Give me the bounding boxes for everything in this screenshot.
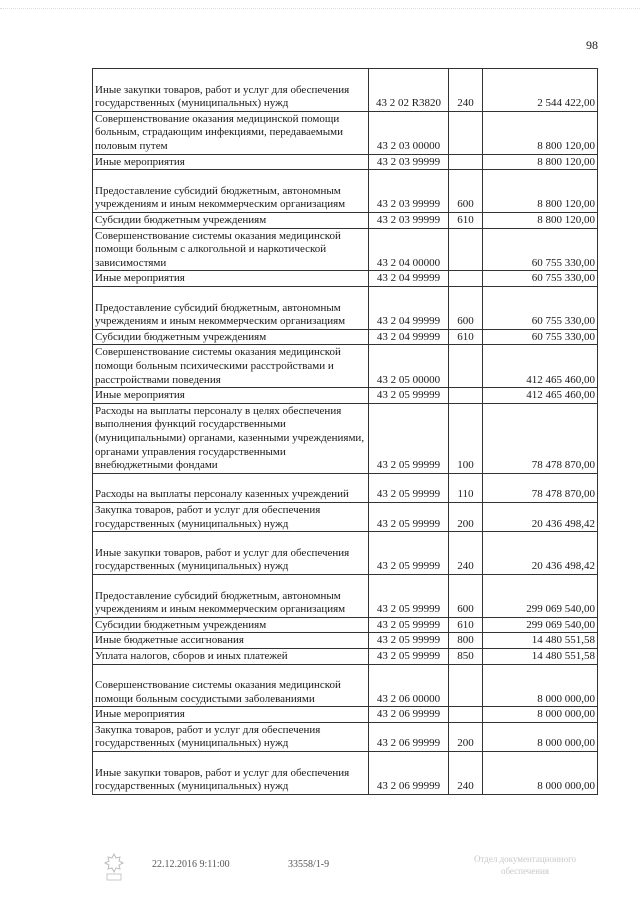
row-code: 43 2 04 99999 xyxy=(369,286,449,329)
row-name: Предоставление субсидий бюджетным, автономным учреждениям и иным некоммерческим организациям xyxy=(93,286,369,329)
row-name: Иные закупки товаров, работ и услуг для обеспечения государственных (муниципальных) нужд xyxy=(93,532,369,575)
row-name: Иные бюджетные ассигнования xyxy=(93,633,369,649)
row-name: Расходы на выплаты персоналу казенных учреждений xyxy=(93,473,369,502)
row-code: 43 2 05 99999 xyxy=(369,388,449,404)
table-row xyxy=(93,228,598,271)
row-code: 43 2 05 99999 xyxy=(369,648,449,664)
row-code: 43 2 06 00000 xyxy=(369,664,449,707)
row-expense-type: 200 xyxy=(449,722,483,751)
row-code: 43 2 02 R3820 xyxy=(369,69,449,112)
table-row xyxy=(93,532,598,575)
table-row xyxy=(93,633,598,649)
row-amount: 8 800 120,00 xyxy=(483,212,598,228)
row-name: Уплата налогов, сборов и иных платежей xyxy=(93,648,369,664)
row-name: Предоставление субсидий бюджетным, автономным учреждениям и иным некоммерческим организациям xyxy=(93,574,369,617)
row-code: 43 2 05 99999 xyxy=(369,617,449,633)
table-row xyxy=(93,664,598,707)
row-amount: 14 480 551,58 xyxy=(483,633,598,649)
row-amount: 8 800 120,00 xyxy=(483,154,598,170)
row-expense-type: 800 xyxy=(449,633,483,649)
row-expense-type: 240 xyxy=(449,69,483,112)
table-row xyxy=(93,111,598,154)
table-row xyxy=(93,154,598,170)
row-code: 43 2 04 99999 xyxy=(369,329,449,345)
row-name: Совершенствование оказания медицинской помощи больным, страдающим инфекциями, передаваемыми половым путем xyxy=(93,111,369,154)
row-amount: 8 000 000,00 xyxy=(483,722,598,751)
table-row xyxy=(93,574,598,617)
table-row xyxy=(93,473,598,502)
scan-top-edge xyxy=(0,0,640,9)
footer-doc-number: 33558/1-9 xyxy=(288,859,330,870)
row-amount: 412 465 460,00 xyxy=(483,345,598,388)
row-code: 43 2 05 99999 xyxy=(369,502,449,531)
row-amount: 60 755 330,00 xyxy=(483,228,598,271)
row-expense-type: 610 xyxy=(449,329,483,345)
row-expense-type: 850 xyxy=(449,648,483,664)
table-row xyxy=(93,286,598,329)
row-name: Совершенствование системы оказания медицинской помощи больным психическими расстройствами и расстройствами поведения xyxy=(93,345,369,388)
footer-date: 22.12.2016 9:11:00 xyxy=(152,859,230,870)
row-amount: 14 480 551,58 xyxy=(483,648,598,664)
row-code: 43 2 05 99999 xyxy=(369,403,449,473)
table-row xyxy=(93,648,598,664)
row-code: 43 2 05 99999 xyxy=(369,473,449,502)
row-code: 43 2 03 99999 xyxy=(369,212,449,228)
row-amount: 2 544 422,00 xyxy=(483,69,598,112)
row-name: Совершенствование системы оказания медицинской помощи больным сосудистыми заболеваниями xyxy=(93,664,369,707)
row-amount: 20 436 498,42 xyxy=(483,532,598,575)
row-expense-type xyxy=(449,154,483,170)
row-expense-type: 100 xyxy=(449,403,483,473)
row-expense-type: 610 xyxy=(449,617,483,633)
row-amount: 8 800 120,00 xyxy=(483,170,598,213)
row-expense-type: 600 xyxy=(449,170,483,213)
row-code: 43 2 04 00000 xyxy=(369,228,449,271)
row-expense-type: 240 xyxy=(449,532,483,575)
budget-table-body xyxy=(93,69,598,795)
row-code: 43 2 05 99999 xyxy=(369,633,449,649)
table-row xyxy=(93,403,598,473)
row-code: 43 2 05 99999 xyxy=(369,532,449,575)
row-name: Иные мероприятия xyxy=(93,271,369,287)
row-amount: 299 069 540,00 xyxy=(483,617,598,633)
row-expense-type xyxy=(449,345,483,388)
table-row xyxy=(93,69,598,112)
row-name: Иные мероприятия xyxy=(93,707,369,723)
row-expense-type xyxy=(449,271,483,287)
department-stamp: Отдел документационного обеспечения xyxy=(473,854,577,876)
row-code: 43 2 03 00000 xyxy=(369,111,449,154)
row-code: 43 2 05 99999 xyxy=(369,574,449,617)
row-amount: 8 000 000,00 xyxy=(483,752,598,795)
table-row xyxy=(93,271,598,287)
row-name: Закупка товаров, работ и услуг для обеспечения государственных (муниципальных) нужд xyxy=(93,502,369,531)
row-name: Иные закупки товаров, работ и услуг для обеспечения государственных (муниципальных) нужд xyxy=(93,752,369,795)
row-expense-type xyxy=(449,707,483,723)
table-row xyxy=(93,329,598,345)
table-row xyxy=(93,388,598,404)
row-amount: 60 755 330,00 xyxy=(483,286,598,329)
row-expense-type: 240 xyxy=(449,752,483,795)
row-expense-type xyxy=(449,111,483,154)
row-name: Предоставление субсидий бюджетным, автономным учреждениям и иным некоммерческим организациям xyxy=(93,170,369,213)
seal-icon xyxy=(101,852,127,882)
row-code: 43 2 03 99999 xyxy=(369,154,449,170)
table-row xyxy=(93,707,598,723)
row-amount: 78 478 870,00 xyxy=(483,403,598,473)
page-number: 98 xyxy=(586,38,598,52)
row-expense-type xyxy=(449,228,483,271)
row-expense-type xyxy=(449,388,483,404)
table-row xyxy=(93,502,598,531)
row-expense-type: 200 xyxy=(449,502,483,531)
row-name: Иные мероприятия xyxy=(93,388,369,404)
row-code: 43 2 06 99999 xyxy=(369,707,449,723)
row-name: Совершенствование системы оказания медицинской помощи больным с алкогольной и наркотической зависимостями xyxy=(93,228,369,271)
row-name: Закупка товаров, работ и услуг для обеспечения государственных (муниципальных) нужд xyxy=(93,722,369,751)
row-code: 43 2 04 99999 xyxy=(369,271,449,287)
row-amount: 299 069 540,00 xyxy=(483,574,598,617)
row-name: Расходы на выплаты персоналу в целях обеспечения выполнения функций государственными (муниципальными) органами, казенными учреждениями, органами управления государственными внебюджетными фондами xyxy=(93,403,369,473)
row-name: Иные закупки товаров, работ и услуг для обеспечения государственных (муниципальных) нужд xyxy=(93,69,369,112)
budget-table xyxy=(92,68,598,795)
row-amount: 60 755 330,00 xyxy=(483,271,598,287)
row-amount: 8 000 000,00 xyxy=(483,707,598,723)
row-name: Субсидии бюджетным учреждениям xyxy=(93,617,369,633)
row-name: Иные мероприятия xyxy=(93,154,369,170)
table-row xyxy=(93,617,598,633)
row-code: 43 2 03 99999 xyxy=(369,170,449,213)
table-row xyxy=(93,345,598,388)
row-expense-type xyxy=(449,664,483,707)
row-expense-type: 600 xyxy=(449,286,483,329)
row-code: 43 2 06 99999 xyxy=(369,752,449,795)
row-amount: 78 478 870,00 xyxy=(483,473,598,502)
row-name: Субсидии бюджетным учреждениям xyxy=(93,329,369,345)
row-name: Субсидии бюджетным учреждениям xyxy=(93,212,369,228)
row-expense-type: 110 xyxy=(449,473,483,502)
table-row xyxy=(93,170,598,213)
row-expense-type: 610 xyxy=(449,212,483,228)
row-amount: 8 000 000,00 xyxy=(483,664,598,707)
row-amount: 60 755 330,00 xyxy=(483,329,598,345)
row-amount: 412 465 460,00 xyxy=(483,388,598,404)
table-row xyxy=(93,212,598,228)
row-amount: 20 436 498,42 xyxy=(483,502,598,531)
row-expense-type: 600 xyxy=(449,574,483,617)
row-amount: 8 800 120,00 xyxy=(483,111,598,154)
row-code: 43 2 05 00000 xyxy=(369,345,449,388)
table-row xyxy=(93,752,598,795)
table-row xyxy=(93,722,598,751)
row-code: 43 2 06 99999 xyxy=(369,722,449,751)
